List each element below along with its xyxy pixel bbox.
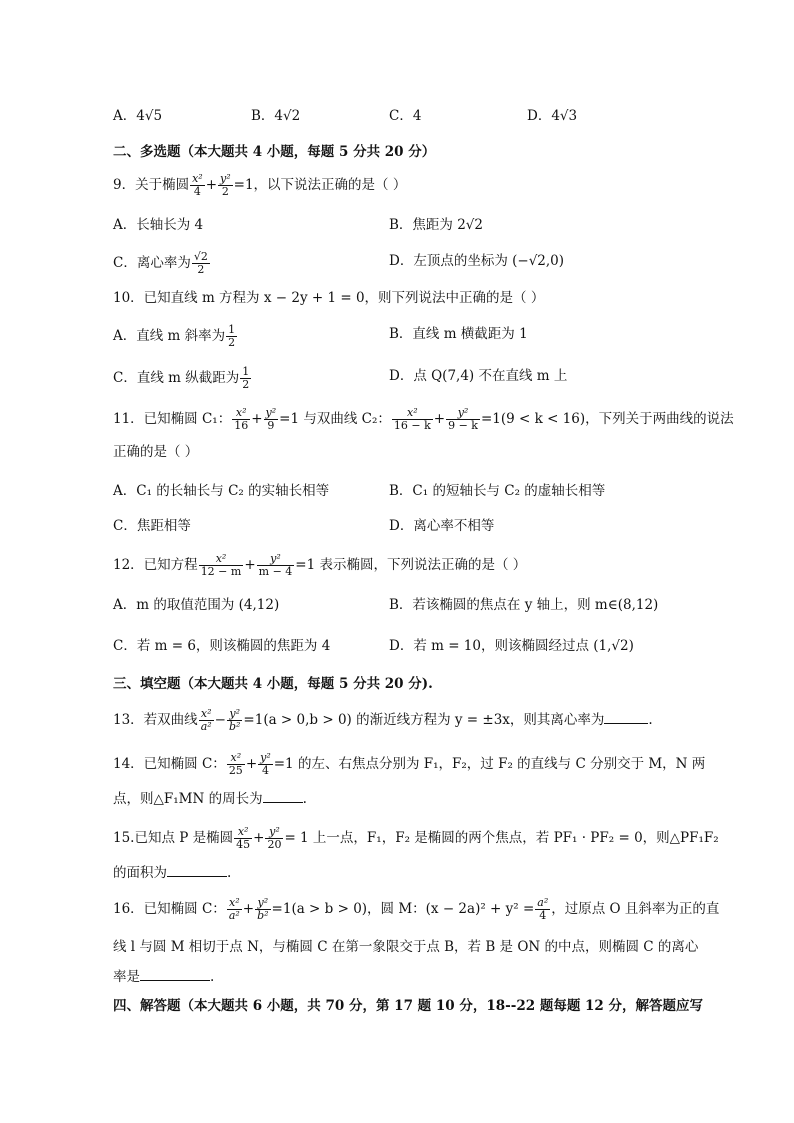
frac-den: 2 — [242, 378, 250, 391]
q9-stem-prefix: 9．关于椭圆 — [113, 177, 190, 193]
frac-den: 4 — [261, 764, 269, 777]
frac-num: x² — [234, 826, 252, 839]
q16-line3 — [113, 966, 214, 987]
frac-den: b² — [257, 909, 269, 922]
q13-stem: 13．若双曲线 $\frac{\text{x²}}{\text{a²}}$ − $\frac{\text{y²}}{\text{b²}}$ =1(a > 0,b > 0) 的渐近线方程为 y = ±3x，则其离心率为 . — [113, 707, 653, 733]
q16-stem: 16．已知椭圆 C： $\frac{\text{x²}}{\text{a²}}$ + $\frac{\text{y²}}{\text{b²}}$ =1(a > b > 0)，圆 M：(x − 2a)² + y² = $\frac{\text{a²}}{4}$ ，过原点 O 且斜率为正的直 — [113, 896, 720, 922]
q12-option-b: B．若该椭圆的焦点在 y 轴上，则 m∈(8,12) — [389, 597, 659, 613]
section-2-heading: 二、多选题（本大题共 4 小题，每题 5 分共 20 分） — [113, 144, 436, 160]
q13-frac-1 — [199, 708, 214, 733]
q14-answer-blank[interactable] — [263, 788, 303, 803]
q12-stem-prefix: 12．已知方程 — [113, 557, 198, 573]
q11-stem-line2: 正确的是（ ） — [113, 444, 199, 460]
frac-num: x² — [199, 708, 214, 721]
q8-option-c: C．4 — [389, 108, 422, 124]
q10-option-d: D．点 Q(7,4) 不在直线 m 上 — [389, 368, 568, 384]
q10-frac-slope — [226, 324, 237, 349]
frac-num: y² — [265, 826, 283, 839]
q11-frac-4 — [446, 407, 480, 432]
q15-frac-2 — [265, 826, 283, 851]
q13-end: . — [648, 712, 653, 728]
q12-frac-1 — [199, 553, 244, 578]
section-4-heading: 四、解答题（本大题共 6 小题，共 70 分，第 17 题 10 分，18--22 题每题 12 分，解答题应写 — [113, 998, 704, 1014]
q15-line2-text: 的面积为 — [113, 865, 167, 881]
q8-option-b: B．4√2 — [251, 108, 301, 124]
q10-option-b: B．直线 m 横截距为 1 — [389, 326, 528, 342]
q11-frac-2 — [264, 407, 279, 432]
q14-frac-1 — [227, 752, 245, 777]
frac-num: y² — [446, 407, 480, 420]
section-3-heading: 三、填空题（本大题共 4 小题，每题 5 分共 20 分). — [113, 676, 433, 692]
q9-frac-ecc — [192, 251, 210, 276]
frac-num: y² — [227, 708, 242, 721]
frac-num: y² — [255, 897, 270, 910]
q9-stem-suffix: =1，以下说法正确的是（ ） — [233, 177, 407, 193]
q14-prefix: 14．已知椭圆 C： — [113, 756, 226, 772]
q11-stem: 11．已知椭圆 C₁： $\frac{\text{x²}}{16}$ + $\frac{\text{y²}}{9}$ =1 与双曲线 C₂： $\frac{\text{x²}}{16 - k}$ + $\frac{\text{y²}}{9 - k}$ =1(9 < k < 16)，下列关于两曲线的说法 — [113, 406, 734, 432]
frac-den: 2 — [197, 263, 205, 276]
q16-answer-blank[interactable] — [140, 966, 210, 981]
q16-line2: 线 l 与圆 M 相切于点 N，与椭圆 C 在第一象限交于点 B，若 B 是 ON 的中点，则椭圆 C 的离心 — [113, 939, 699, 955]
frac-num: x² — [227, 752, 245, 765]
frac-num: x² — [227, 897, 242, 910]
frac-den: 2 — [221, 185, 229, 198]
frac-den: 25 — [228, 764, 243, 777]
q9-stem: 9．关于椭圆 $\frac{\text{x²}}{4}$ + $\frac{\text{y²}}{2}$ =1，以下说法正确的是（ ） — [113, 172, 407, 198]
q12-option-c: C．若 m = 6，则该椭圆的焦距为 4 — [113, 638, 331, 654]
q16-line3-text: 率是 — [113, 969, 140, 985]
frac-den: 9 − k — [448, 419, 478, 432]
q15-stem: 15.已知点 P 是椭圆 $\frac{\text{x²}}{45}$ + $\frac{\text{y²}}{20}$ = 1 上一点，F₁，F₂ 是椭圆的两个焦点，若 PF₁ · PF₂ = 0，则△PF₁F₂ — [113, 825, 719, 851]
q16-suffix: ，过原点 O 且斜率为正的直 — [551, 901, 720, 917]
q10-option-a — [113, 324, 238, 349]
frac-den: a² — [228, 909, 240, 922]
frac-den: 2 — [228, 336, 236, 349]
q15-suffix: = 1 上一点，F₁，F₂ 是椭圆的两个焦点，若 PF₁ · PF₂ = 0，则△PF₁F₂ — [284, 830, 719, 846]
q12-option-d: D．若 m = 10，则该椭圆经过点 (1,√2) — [389, 638, 634, 654]
q15-end: . — [227, 865, 232, 881]
q9-frac-y — [218, 173, 233, 198]
q10-stem: 10．已知直线 m 方程为 x − 2y + 1 = 0，则下列说法中正确的是（ ） — [113, 290, 545, 306]
q13-suffix: =1(a > 0,b > 0) 的渐近线方程为 y = ±3x，则其离心率为 — [243, 712, 605, 728]
q13-prefix: 13．若双曲线 — [113, 712, 198, 728]
q10-option-a-text: A．直线 m 斜率为 — [113, 328, 226, 344]
q16-frac-2 — [255, 897, 270, 922]
frac-den: 16 − k — [393, 419, 431, 432]
frac-num: 1 — [242, 365, 250, 378]
frac-num: y² — [260, 751, 271, 764]
q11-option-d: D．离心率不相等 — [389, 518, 495, 534]
q15-frac-1 — [234, 826, 252, 851]
q12-stem: 12．已知方程 $\frac{\text{x²}}{12 - m}$ + $\frac{\text{y²}}{m - 4}$ =1 表示椭圆，下列说法正确的是（ ） — [113, 552, 527, 578]
q14-line2-text: 点，则△F₁MN 的周长为 — [113, 791, 263, 807]
frac-den: a² — [200, 720, 212, 733]
q10-option-c — [113, 366, 252, 391]
q9-frac-x — [190, 173, 205, 198]
frac-den: m − 4 — [258, 565, 293, 578]
frac-den: 45 — [236, 838, 251, 851]
q14-end: . — [302, 791, 307, 807]
q11-option-a: A．C₁ 的长轴长与 C₂ 的实轴长相等 — [113, 483, 330, 499]
q14-suffix: =1 的左、右焦点分别为 F₁，F₂，过 F₂ 的直线与 C 分别交于 M，N 两 — [273, 756, 706, 772]
q14-line2 — [113, 788, 307, 809]
frac-den: 4 — [193, 185, 201, 198]
frac-den: 20 — [267, 838, 282, 851]
q16-frac-1 — [227, 897, 242, 922]
q13-frac-2 — [227, 708, 242, 733]
q12-frac-2 — [257, 553, 295, 578]
frac-num: x² — [192, 172, 203, 185]
q8-option-d: D．4√3 — [527, 108, 578, 124]
q11-option-c: C．焦距相等 — [113, 518, 191, 534]
q14-frac-2 — [258, 752, 273, 777]
frac-num: y² — [220, 172, 231, 185]
frac-num: a² — [537, 896, 549, 909]
q11-option-b: B．C₁ 的短轴长与 C₂ 的虚轴长相等 — [389, 483, 606, 499]
q9-option-a: A．长轴长为 4 — [113, 217, 204, 233]
frac-den: 9 — [267, 419, 275, 432]
q11-stem-suffix: =1(9 < k < 16)，下列关于两曲线的说法 — [480, 411, 734, 427]
frac-num: x² — [392, 407, 433, 420]
frac-den: 16 — [234, 419, 249, 432]
q11-frac-1 — [232, 407, 250, 432]
frac-num: 1 — [228, 323, 236, 336]
q9-option-c-text: C．离心率为 — [113, 255, 191, 271]
q8-option-a: A．4√5 — [113, 108, 163, 124]
q11-frac-3 — [392, 407, 433, 432]
q12-option-a: A．m 的取值范围为 (4,12) — [113, 597, 280, 613]
q16-frac-3 — [535, 897, 550, 922]
q12-stem-suffix: =1 表示椭圆，下列说法正确的是（ ） — [295, 557, 527, 573]
q9-option-c — [113, 251, 211, 276]
q16-mid: =1(a > b > 0)，圆 M：(x − 2a)² + y² = — [271, 901, 535, 917]
frac-den: 12 − m — [200, 565, 242, 578]
q9-option-b: B．焦距为 2√2 — [389, 217, 483, 233]
q9-option-d: D．左顶点的坐标为 (−√2,0) — [389, 253, 565, 269]
frac-num: y² — [257, 553, 295, 566]
q14-stem: 14．已知椭圆 C： $\frac{\text{x²}}{25}$ + $\frac{\text{y²}}{4}$ =1 的左、右焦点分别为 F₁，F₂，过 F₂ 的直线与 C 分别交于 M，N 两 — [113, 751, 706, 777]
q15-line2 — [113, 862, 231, 883]
frac-num: x² — [199, 553, 244, 566]
frac-den: 4 — [539, 909, 547, 922]
q15-answer-blank[interactable] — [167, 862, 227, 877]
frac-num: y² — [265, 406, 277, 419]
frac-den: b² — [228, 720, 241, 733]
q15-prefix: 15.已知点 P 是椭圆 — [113, 830, 234, 846]
frac-num: x² — [232, 407, 250, 420]
q11-stem-mid: =1 与双曲线 C₂： — [279, 411, 391, 427]
q10-option-c-text: C．直线 m 纵截距为 — [113, 370, 240, 386]
q16-end: . — [210, 969, 215, 985]
q11-stem-prefix: 11．已知椭圆 C₁： — [113, 411, 232, 427]
q10-frac-intercept — [240, 366, 251, 391]
frac-num: √2 — [193, 250, 208, 263]
q16-prefix: 16．已知椭圆 C： — [113, 901, 226, 917]
q13-answer-blank[interactable] — [604, 709, 648, 724]
